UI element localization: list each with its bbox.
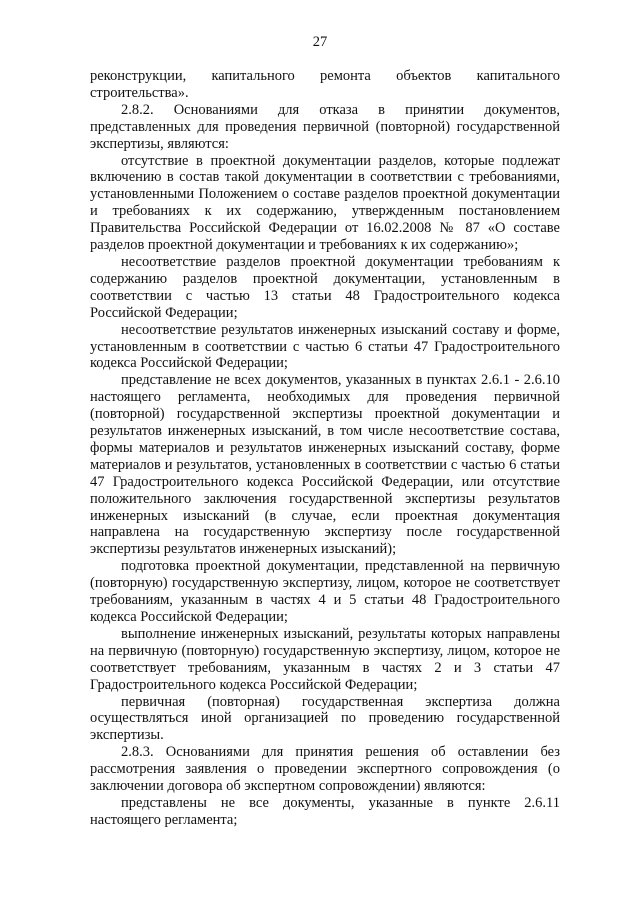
- clause-2-8-3: 2.8.3. Основаниями для принятия решения об оставлении без рассмотрения заявления о проведении экспертного сопровождения (о заключении договора об экспертном сопровождении) являются:: [90, 744, 560, 795]
- list-item: представлены не все документы, указанные в пункте 2.6.11 настоящего регламента;: [90, 794, 560, 828]
- list-item: представление не всех документов, указанных в пунктах 2.6.1 - 2.6.10 настоящего регламента, необходимых для проведения первичной (повторной) государственной экспертизы проектной документации и результатов инженерных изысканий, в том числе несоответствие состава, формы материалов и результатов инженерных изысканий составу, форме материалов и результатов, установленных в соответствии с частью 6 статьи 47 Градостроительного кодекса Российской Федерации, или отсутствие положительного заключения государственной экспертизы результатов инженерных изысканий (в случае, если проектная документация направлена на государственную экспертизу после государственной экспертизы результатов инженерных изысканий);: [90, 372, 560, 558]
- list-item: несоответствие разделов проектной документации требованиям к содержанию разделов проектной документации, установленным в соответствии с частью 13 статьи 48 Градостроительного кодекса Российской Федерации;: [90, 253, 560, 321]
- clause-2-8-2: 2.8.2. Основаниями для отказа в принятии документов, представленных для проведения первичной (повторной) государственной экспертизы, являются:: [90, 101, 560, 152]
- list-item: несоответствие результатов инженерных изысканий составу и форме, установленным в соответствии с частью 6 статьи 47 Градостроительного кодекса Российской Федерации;: [90, 321, 560, 372]
- list-item: отсутствие в проектной документации разделов, которые подлежат включению в состав такой документации в соответствии с требованиями, установленными Положением о составе разделов проектной документации и требованиях к их содержанию, утвержденным постановлением Правительства Российской Федерации от 16.02.2008 № 87 «О составе разделов проектной документации и требованиях к их содержанию»;: [90, 152, 560, 254]
- page-number: 27: [312, 34, 328, 50]
- document-body: [90, 68, 560, 829]
- list-item: подготовка проектной документации, представленной на первичную (повторную) государственную экспертизу, лицом, которое не соответствует требованиям, указанным в частях 4 и 5 статьи 48 Градостроительного кодекса Российской Федерации;: [90, 558, 560, 625]
- list-item: выполнение инженерных изысканий, результаты которых направлены на первичную (повторную) государственную экспертизу, лицом, которое не соответствует требованиям, указанным в частях 2 и 3 статьи 47 Градостроительного кодекса Российской Федерации;: [90, 625, 560, 693]
- list-item: первичная (повторная) государственная экспертиза должна осуществляться иной организацией по проведению государственной экспертизы.: [90, 693, 560, 744]
- paragraph-continuation: реконструкции, капитального ремонта объектов капитального строительства».: [90, 68, 560, 101]
